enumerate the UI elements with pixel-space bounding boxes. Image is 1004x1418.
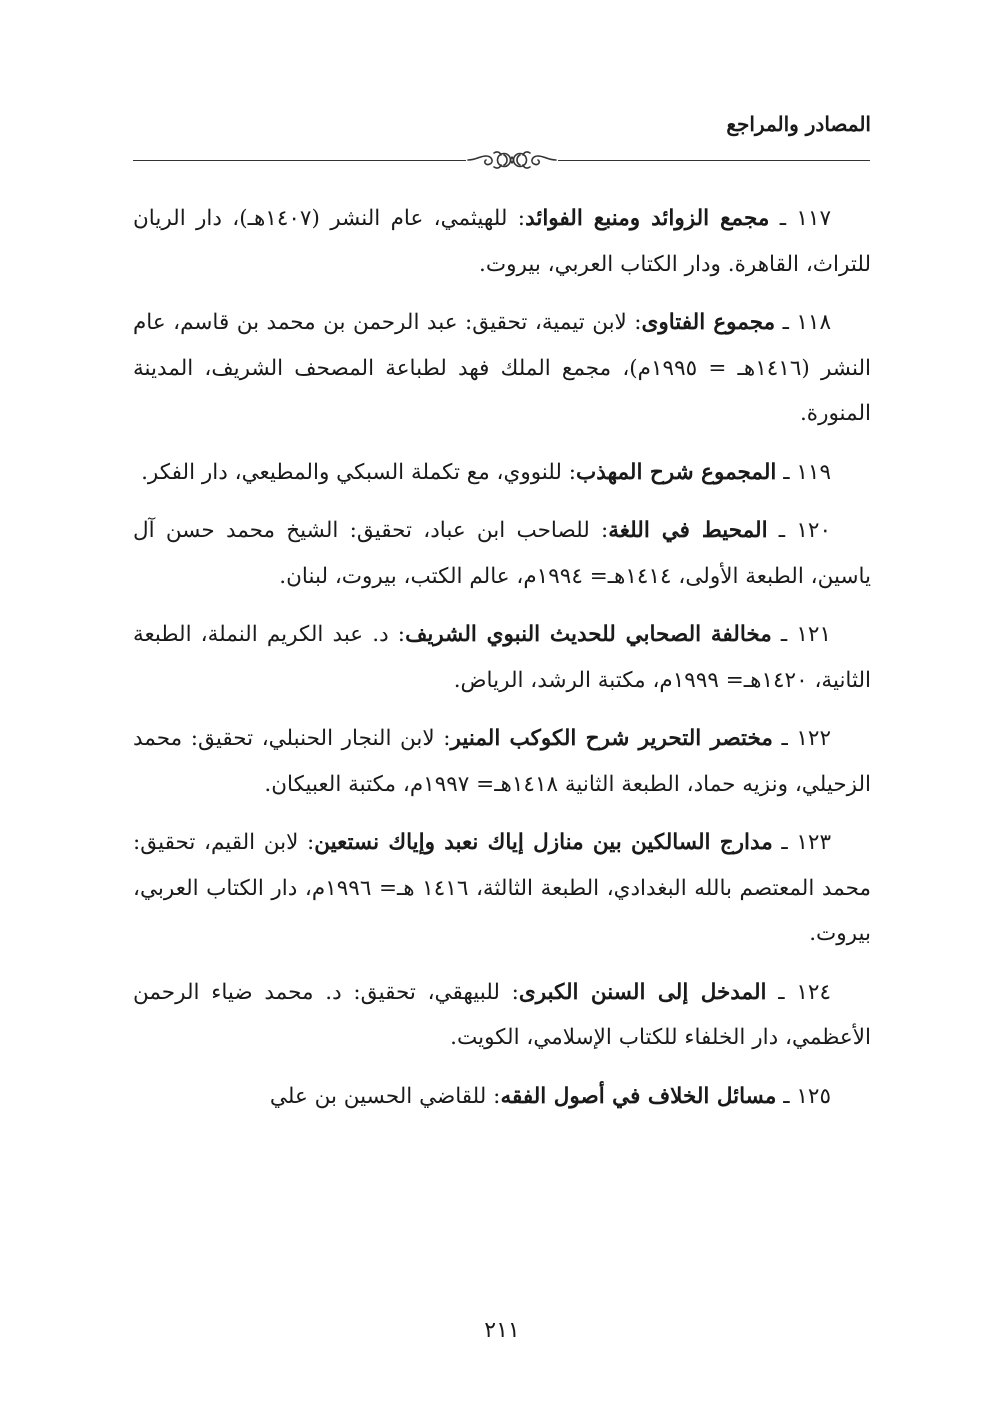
entry-details: : للهيثمي، عام النشر (١٤٠٧هـ)، دار الريان للتراث، القاهرة. ودار الكتاب العربي، بيروت. [133,206,871,277]
entry-title: مخالفة الصحابي للحديث النبوي الشريف [405,622,772,647]
entry-number: ١٢٣ [796,830,831,855]
entry-number: ١١٧ [796,206,832,231]
entry-title: مختصر التحرير شرح الكوكب المنير [450,726,773,751]
bibliography-entry-122: ١٢٢ ـ مختصر التحرير شرح الكوكب المنير: لابن النجار الحنبلي، تحقيق: محمد الزحيلي، ونزيه حماد، الطبعة الثانية ١٤١٨هـ= ١٩٩٧م، مكتبة العبيكان. [133,726,871,797]
entry-number: ١٢٢ [796,726,831,751]
bibliography-entry-121: ١٢١ ـ مخالفة الصحابي للحديث النبوي الشريف: د. عبد الكريم النملة، الطبعة الثانية، ١٤٢٠هـ= ١٩٩٩م، مكتبة الرشد، الرياض. [133,622,871,693]
bibliography-entry-125: ١٢٥ ـ مسائل الخلاف في أصول الفقه: للقاضي الحسين بن علي [269,1083,831,1109]
entry-details: : للقاضي الحسين بن علي [269,1083,501,1109]
bibliography-entry-118: ١١٨ ـ مجموع الفتاوى: لابن تيمية، تحقيق: عبد الرحمن بن محمد بن قاسم، عام النشر (١٤١٦هـ = ١٩٩٥م)، مجمع الملك فهد لطباعة المصحف الشريف، المدينة المنورة. [133,310,871,426]
bibliography-list [133,196,871,1132]
entry-number: ١٢٥ [796,1083,831,1109]
entry-title: المدخل إلى السنن الكبرى [518,979,767,1005]
bibliography-entry-124: ١٢٤ ـ المدخل إلى السنن الكبرى: للبيهقي، تحقيق: د. محمد ضياء الرحمن الأعظمي، دار الخلفاء للكتاب الإسلامي، الكويت. [133,979,871,1050]
entry-title: مجموع الفتاوى [641,310,776,335]
bibliography-entry-117: ١١٧ ـ مجمع الزوائد ومنبع الفوائد: للهيثمي، عام النشر (١٤٠٧هـ)، دار الريان للتراث، القاهرة. ودار الكتاب العربي، بيروت. [133,206,871,277]
entry-details: : د. عبد الكريم النملة، الطبعة الثانية، ١٤٢٠هـ= ١٩٩٩م، مكتبة الرشد، الرياض. [133,622,871,693]
entry-details: : لابن النجار الحنبلي، تحقيق: محمد الزحيلي، ونزيه حماد، الطبعة الثانية ١٤١٨هـ= ١٩٩٧م، مكتبة العبيكان. [133,726,871,797]
entry-number: ١١٩ [796,459,831,485]
entry-title: المحيط في اللغة [608,518,768,543]
entry-title: مجمع الزوائد ومنبع الفوائد [525,206,770,231]
entry-number: ١٢١ [796,622,832,647]
entry-number: ١١٨ [796,310,832,335]
entry-details: : لابن القيم، تحقيق: محمد المعتصم بالله البغدادي، الطبعة الثالثة، ١٤١٦ هـ= ١٩٩٦م، دار الكتاب العربي، بيروت. [133,830,871,946]
entry-number: ١٢٤ [796,979,831,1005]
entry-details: : للصاحب ابن عباد، تحقيق: الشيخ محمد حسن آل ياسين، الطبعة الأولى، ١٤١٤هـ= ١٩٩٤م، عالم الكتب، بيروت، لبنان. [133,518,871,589]
running-header-title: المصادر والمراجع [726,112,871,136]
entry-title: مسائل الخلاف في أصول الفقه [500,1083,777,1109]
entry-details: : لابن تيمية، تحقيق: عبد الرحمن بن محمد بن قاسم، عام النشر (١٤١٦هـ = ١٩٩٥م)، مجمع الملك فهد لطباعة المصحف الشريف، المدينة المنورة. [133,310,871,426]
page-number: ٢١١ [484,1318,520,1343]
entry-title: المجموع شرح المهذب [576,459,777,485]
entry-details: : للبيهقي، تحقيق: د. محمد ضياء الرحمن الأعظمي، دار الخلفاء للكتاب الإسلامي، الكويت. [133,979,871,1050]
bibliography-entry-119: ١١٩ ـ المجموع شرح المهذب: للنووي، مع تكملة السبكي والمطيعي، دار الفكر. [141,459,831,485]
entry-title: مدارج السالكين بين منازل إياك نعبد وإياك نستعين [314,830,773,855]
entry-number: ١٢٠ [796,518,832,543]
bibliography-entry-120: ١٢٠ ـ المحيط في اللغة: للصاحب ابن عباد، تحقيق: الشيخ محمد حسن آل ياسين، الطبعة الأولى، ١٤١٤هـ= ١٩٩٤م، عالم الكتب، بيروت، لبنان. [133,518,871,589]
entry-details: : للنووي، مع تكملة السبكي والمطيعي، دار الفكر. [141,459,577,485]
bibliography-entry-123: ١٢٣ ـ مدارج السالكين بين منازل إياك نعبد وإياك نستعين: لابن القيم، تحقيق: محمد المعتصم بالله البغدادي، الطبعة الثالثة، ١٤١٦ هـ= ١٩٩٦م، دار الكتاب العربي، بيروت. [133,830,871,946]
floral-divider-icon [466,147,558,173]
